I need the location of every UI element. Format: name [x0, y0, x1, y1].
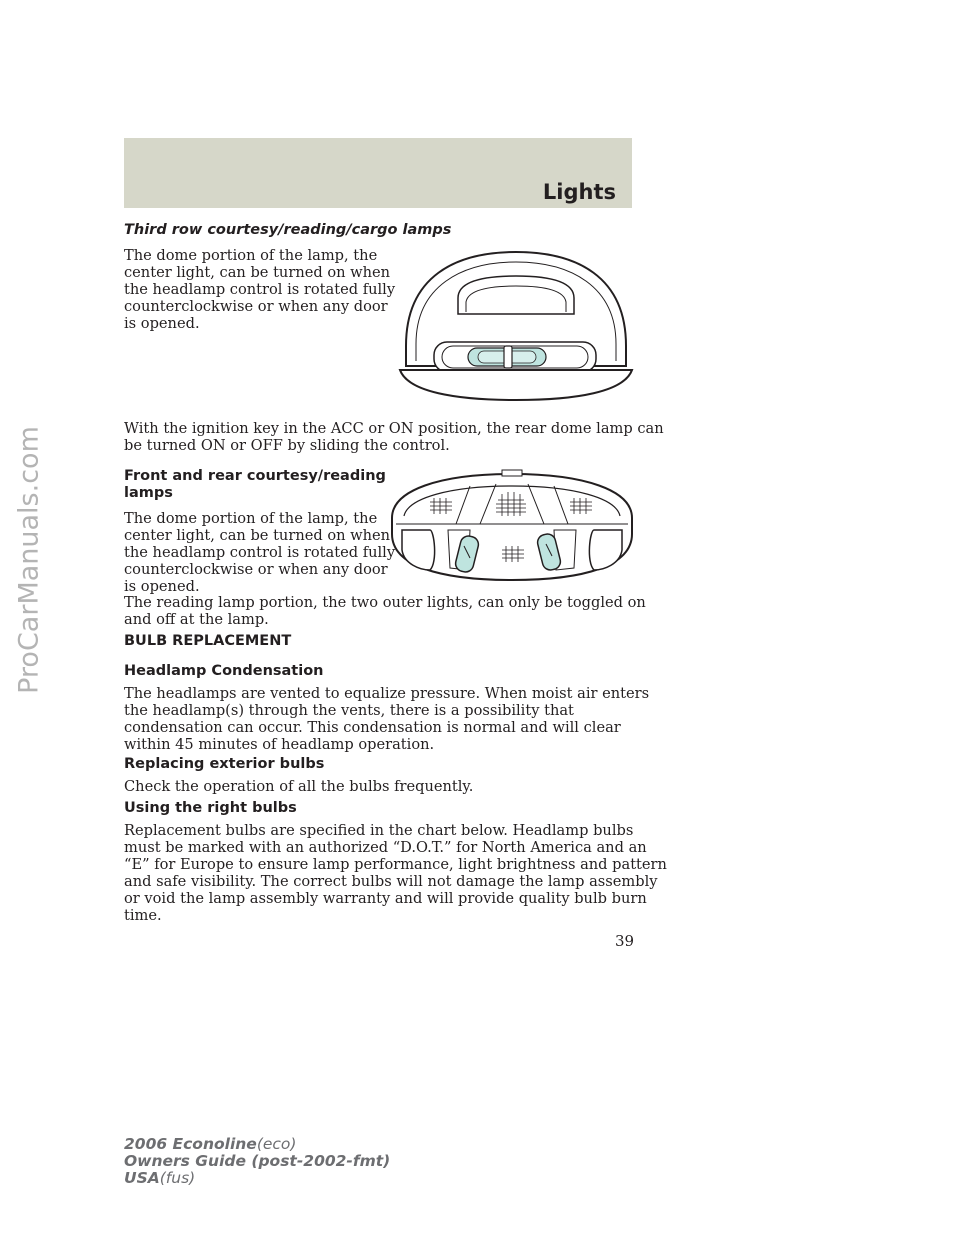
footer-model: 2006 Econoline: [124, 1135, 257, 1153]
footer-guide: Owners Guide (post-2002-fmt): [124, 1152, 391, 1170]
third-row-paragraph-2: With the ignition key in the ACC or ON position, the rear dome lamp can be turned ON or OFF by sliding the control.: [124, 420, 664, 454]
footer-market: USA: [124, 1169, 160, 1187]
front-rear-lamp-illustration: [390, 466, 634, 584]
exterior-bulbs-heading: Replacing exterior bulbs: [124, 756, 325, 772]
bulb-replacement-heading: BULB REPLACEMENT: [124, 633, 292, 649]
third-row-lamp-illustration: [396, 246, 636, 404]
section-header: [124, 138, 632, 208]
watermark: [0, 0, 58, 1242]
footer-line-2: [124, 1153, 390, 1170]
condensation-paragraph: The headlamps are vented to equalize pressure. When moist air enters the headlamp(s) through the vents, there is a possibility that condensation can occur. This condensation is normal and will clear within 45 minutes of headlamp operation.: [124, 685, 650, 753]
footer-market-code: (fus): [159, 1169, 196, 1187]
footer-model-code: (eco): [256, 1135, 297, 1153]
condensation-heading: Headlamp Condensation: [124, 663, 324, 679]
right-bulbs-paragraph: Replacement bulbs are specified in the chart below. Headlamp bulbs must be marked with an authorized “D.O.T.” for North America and an “E” for Europe to ensure lamp performance, light brightness and pattern and safe visibility. The correct bulbs will not damage the lamp assembly or void the lamp assembly warranty and will provide quality bulb burn time.: [124, 822, 667, 924]
front-rear-paragraph-1: The dome portion of the lamp, the center light, can be turned on when the headlamp control is rotated fully counterclockwise or when any door is opened.: [124, 510, 396, 595]
third-row-heading: Third row courtesy/reading/cargo lamps: [124, 222, 452, 238]
front-rear-paragraph-2: The reading lamp portion, the two outer lights, can only be toggled on and off at the lamp.: [124, 594, 646, 628]
exterior-bulbs-paragraph: Check the operation of all the bulbs frequently.: [124, 778, 474, 795]
page-number: 39: [615, 932, 635, 950]
footer-line-3: [124, 1170, 390, 1187]
footer-line-1: [124, 1136, 390, 1153]
front-rear-heading: Front and rear courtesy/reading lamps: [124, 468, 386, 501]
watermark-text: ProCarManuals.com: [13, 426, 45, 694]
third-row-paragraph-1: The dome portion of the lamp, the center light, can be turned on when the headlamp control is rotated fully counterclockwise or when any door is opened.: [124, 247, 396, 332]
document-footer: [124, 1136, 390, 1187]
section-title: Lights: [542, 180, 616, 204]
right-bulbs-heading: Using the right bulbs: [124, 800, 297, 816]
